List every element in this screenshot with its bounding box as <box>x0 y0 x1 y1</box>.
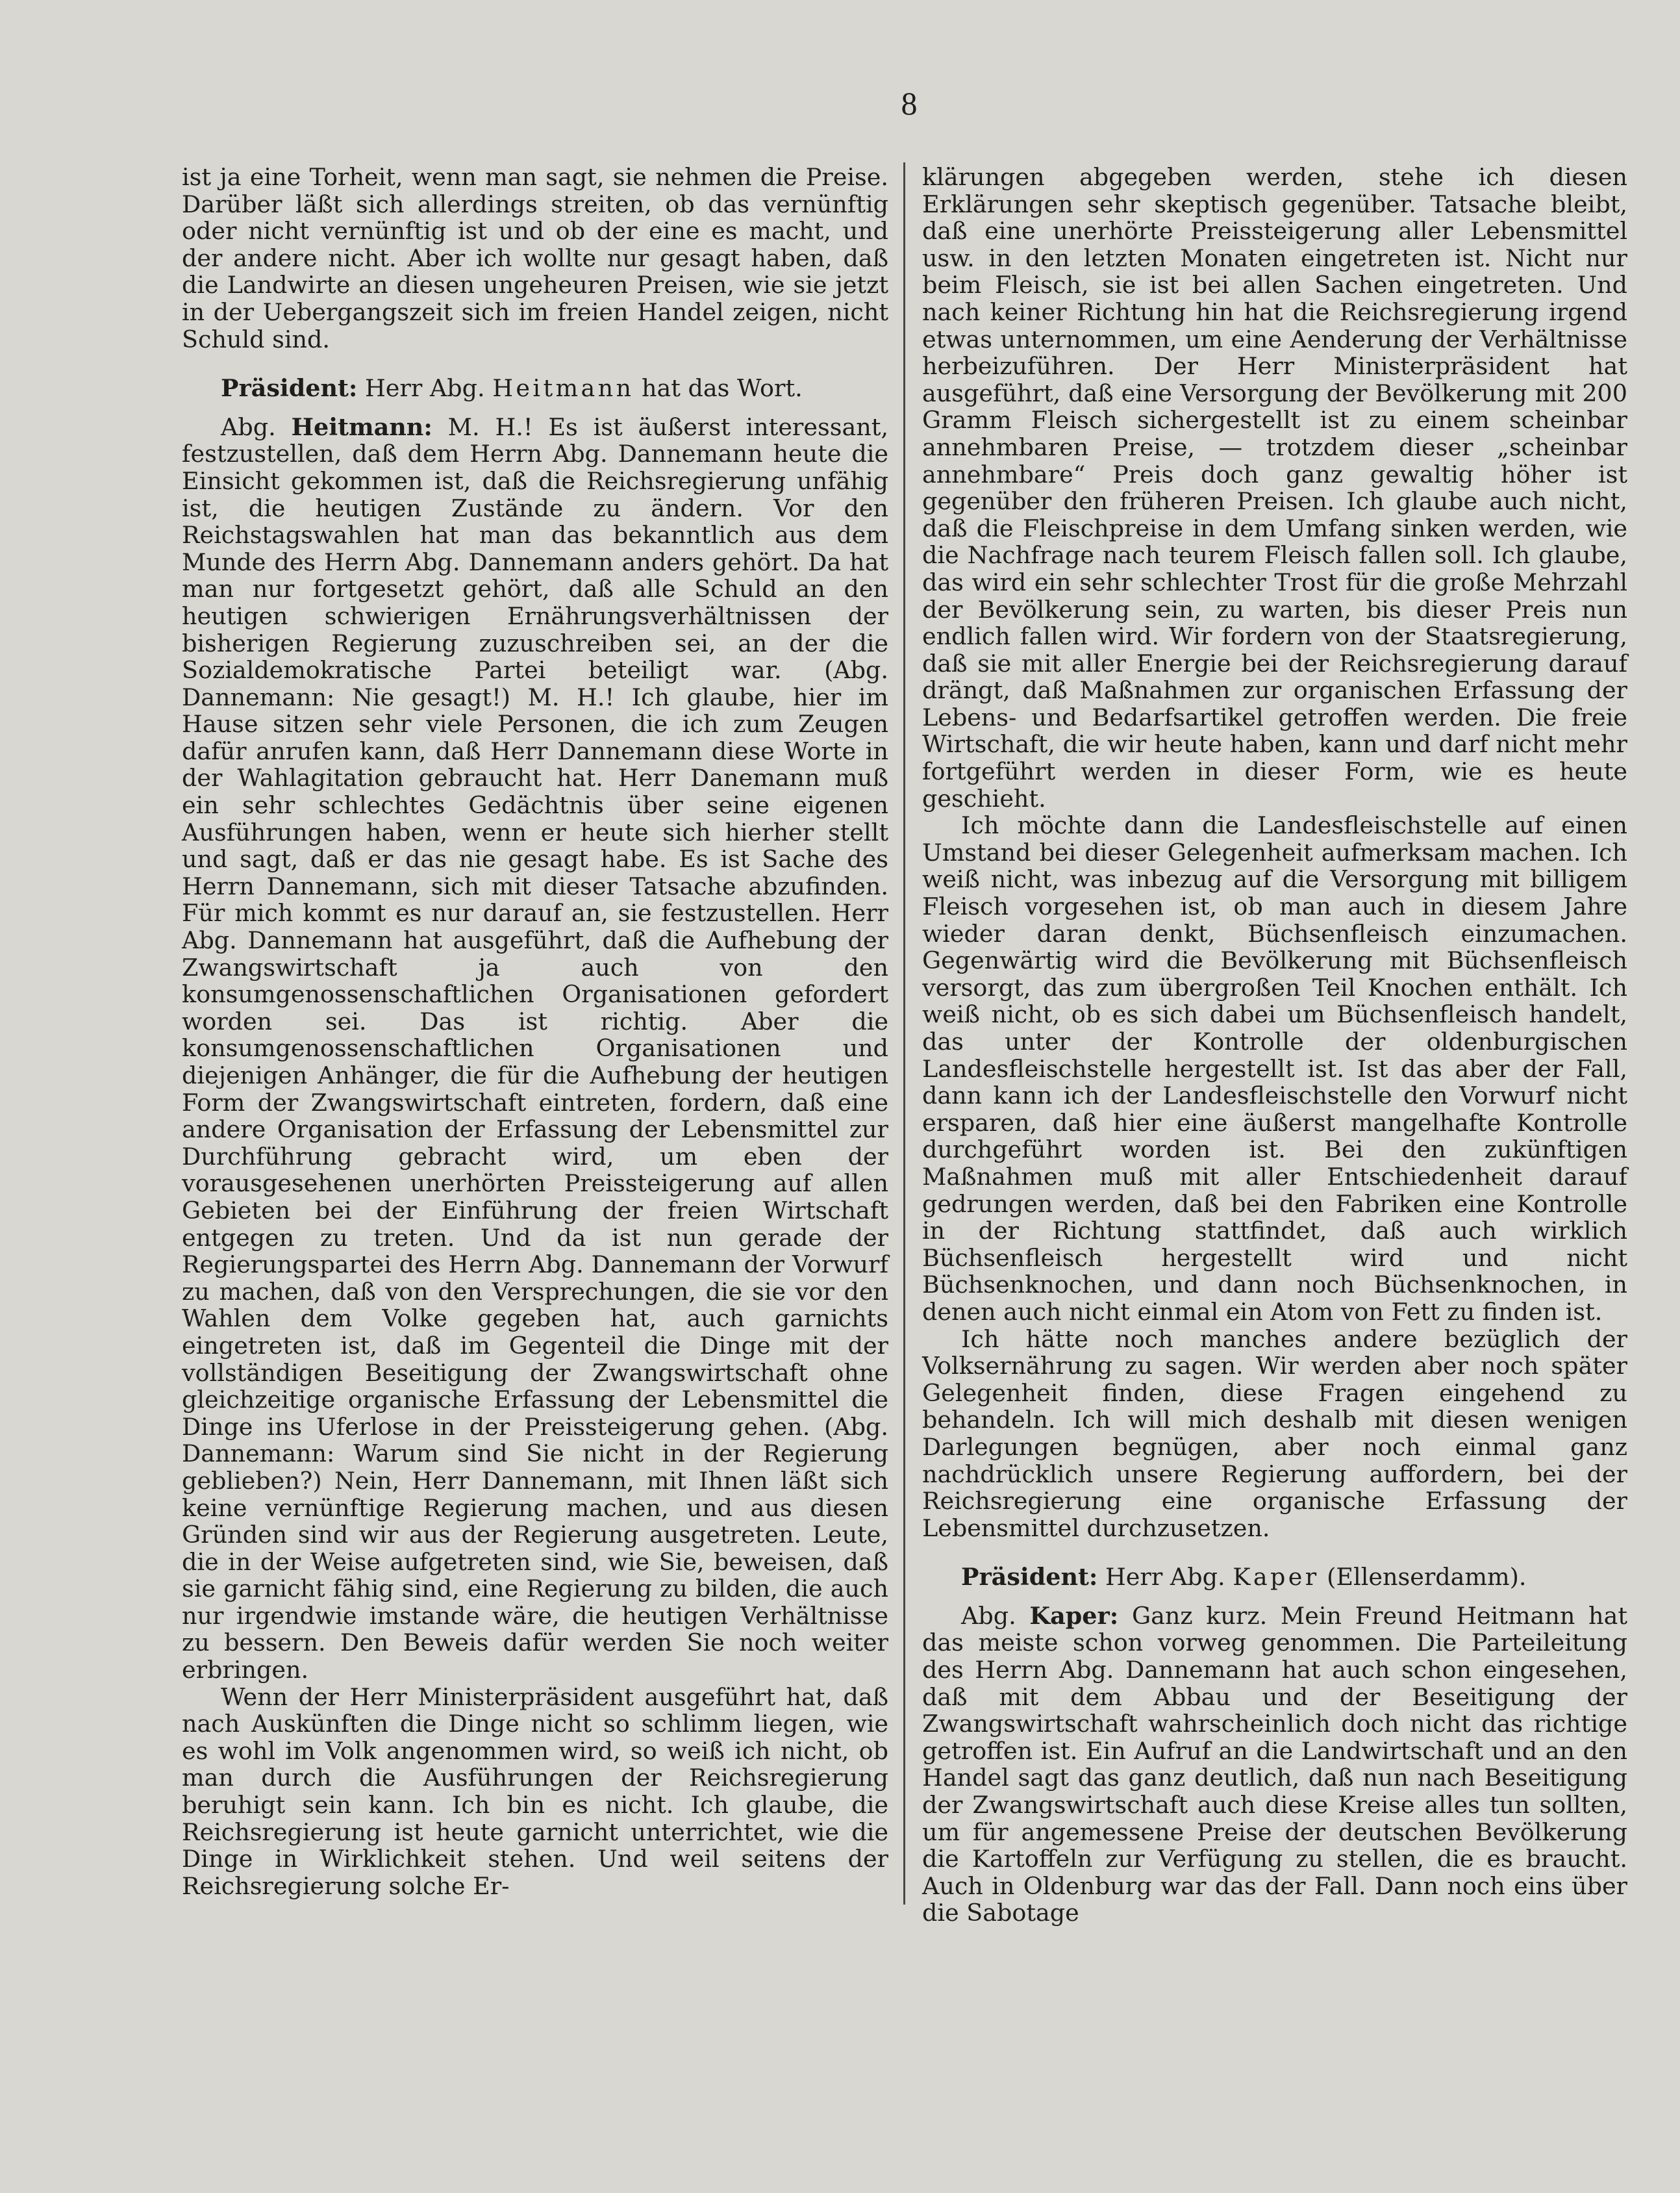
right-column <box>922 164 1627 1927</box>
paragraph: Wenn der Herr Ministerpräsident ausgeführt hat, daß nach Auskünften die Dinge nicht so schlimm liegen, wie es wohl im Volk angenommen wird, so weiß ich nicht, ob man durch die Ausführungen der Reichsregierung beruhigt sein kann. Ich bin es nicht. Ich glaube, die Reichsregierung ist heute garnicht unterrichtet, wie die Dinge in Wirklichkeit stehen. Und weil seitens der Reichsregierung solche Er- <box>182 1682 888 1900</box>
column-divider <box>903 162 905 1905</box>
speaker-name: Heitmann <box>492 374 634 403</box>
speech-prefix: Abg. <box>961 1601 1016 1630</box>
statement-text: Herr Abg. <box>364 374 485 403</box>
speech-heitmann <box>182 414 888 1684</box>
president-statement <box>922 1564 1627 1591</box>
spacer <box>922 1541 1627 1564</box>
speaker-label: Heitmann: <box>291 412 433 441</box>
page-number: 8 <box>901 85 918 121</box>
paragraph-continuation: ist ja eine Torheit, wenn man sagt, sie nehmen die Preise. Darüber läßt sich allerdings streiten, ob das vernünftig oder nicht vernünftig ist und ob der eine es macht, und der andere nicht. Aber ich wollte nur gesagt haben, daß die Landwirte an diesen ungeheuren Preisen, wie sie jetzt in der Uebergangszeit sich im freien Handel zeigen, nicht Schuld sind. <box>182 163 888 353</box>
statement-text: Herr Abg. <box>1105 1563 1225 1591</box>
speech-prefix: Abg. <box>221 412 276 441</box>
president-statement <box>182 375 888 402</box>
speaker-label: Präsident: <box>961 1563 1098 1591</box>
paragraph-continuation: klärungen abgegeben werden, stehe ich diesen Erklärungen sehr skeptisch gegenüber. Tatsache bleibt, daß eine unerhörte Preissteigerung aller Lebensmittel usw. in den letzten Monaten eingetreten ist. Nicht nur beim Fleisch, sie ist bei allen Sachen eingetreten. Und nach keiner Richtung hin hat die Reichsregierung irgend etwas unternommen, um eine Aenderung der Verhältnisse herbeizuführen. Der Herr Ministerpräsident hat ausgeführt, daß eine Versorgung der Bevölkerung mit 200 Gramm Fleisch sichergestellt ist zu einem scheinbar annehmbaren Preise, — trotzdem dieser „scheinbar annehmbare“ Preis doch ganz gewaltig höher ist gegenüber den früheren Preisen. Ich glaube auch nicht, daß die Fleischpreise in dem Umfang sinken werden, wie die Nachfrage nach teurem Fleisch fallen soll. Ich glaube, das wird ein sehr schlechter Trost für die große Mehrzahl der Bevölkerung sein, zu warten, bis dieser Preis nun endlich fallen wird. Wir fordern von der Staatsregierung, daß sie mit aller Energie bei der Reichsregierung darauf drängt, daß Maßnahmen zur organischen Erfassung der Lebens- und Bedarfsartikel getroffen werden. Die freie Wirtschaft, die wir heute haben, kann und darf nicht mehr fortgeführt werden in dieser Form, wie es heute geschieht. <box>922 163 1627 813</box>
paragraph: Ich hätte noch manches andere bezüglich der Volksernährung zu sagen. Wir werden aber noch später Gelegenheit finden, diese Fragen eingehend zu behandeln. Ich will mich deshalb mit diesen wenigen Darlegungen begnügen, aber noch einmal ganz nachdrücklich unsere Regierung auffordern, bei der Reichsregierung eine organische Erfassung der Lebensmittel durchzusetzen. <box>922 1325 1627 1542</box>
spacer <box>182 353 888 375</box>
speech-text: M. H.! Es ist äußerst interessant, festzustellen, daß dem Herrn Abg. Dannemann heute die Einsicht gekommen ist, daß die Reichsregierung unfähig ist, die heutigen Zustände zu ändern. Vor den Reichstagswahlen hat man das bekanntlich aus dem Munde des Herrn Abg. Dannemann anders gehört. Da hat man nur fortgesetzt gehört, daß alle Schuld an den heutigen schwierigen Ernährungsverhältnissen der bisherigen Regierung zuzuschreiben sei, an der die Sozialdemokratische Partei beteiligt war. (Abg. Dannemann: Nie gesagt!) M. H.! Ich glaube, hier im Hause sitzen sehr viele Personen, die ich zum Zeugen dafür anrufen kann, daß Herr Dannemann diese Worte in der Wahlagitation gebraucht hat. Herr Danemann muß ein sehr schlechtes Gedächtnis über seine eigenen Ausführungen haben, wenn er heute sich hierher stellt und sagt, daß er das nie gesagt habe. Es ist Sache des Herrn Dannemann, sich mit dieser Tatsache abzufinden. Für mich kommt es nur darauf an, sie festzustellen. Herr Abg. Dannemann hat ausgeführt, daß die Aufhebung der Zwangswirtschaft ja auch von den konsumgenossenschaftlichen Organisationen gefordert worden sei. Das ist richtig. Aber die konsumgenossenschaftlichen Organisationen und diejenigen Anhänger, die für die Aufhebung der heutigen Form der Zwangswirtschaft eintreten, fordern, daß eine andere Organisation der Erfassung der Lebensmittel zur Durchführung gebracht wird, um eben der vorausgesehenen unerhörten Preissteigerung auf allen Gebieten bei der Einführung der freien Wirtschaft entgegen zu treten. Und da ist nun gerade der Regierungspartei des Herrn Abg. Dannemann der Vorwurf zu machen, daß von den Versprechungen, die sie vor den Wahlen dem Volke gegeben hat, auch garnichts eingetreten ist, daß im Gegenteil die Dinge mit der vollständigen Beseitigung der Zwangswirtschaft ohne gleichzeitige organische Erfassung der Lebensmittel die Dinge ins Uferlose in der Preissteigerung gehen. (Abg. Dannemann: Warum sind Sie nicht in der Regierung geblieben?) Nein, Herr Dannemann, mit Ihnen läßt sich keine vernünftige Regierung machen, und aus diesen Gründen sind wir aus der Regierung ausgetreten. Leute, die in der Weise aufgetreten sind, wie Sie, beweisen, daß sie garnicht fähig sind, eine Regierung zu bilden, die auch nur irgendwie imstande wäre, die heutigen Verhältnisse zu bessern. Den Beweis dafür werden Sie noch weiter erbringen. <box>182 412 888 1684</box>
speaker-label: Kaper: <box>1029 1601 1119 1630</box>
speech-kaper <box>922 1603 1627 1927</box>
left-column <box>182 164 888 1899</box>
speech-text: Ganz kurz. Mein Freund Heitmann hat das meiste schon vorweg genommen. Die Parteileitung des Herrn Abg. Dannemann hat auch schon eingesehen, daß mit dem Abbau und der Beseitigung der Zwangswirtschaft wahrscheinlich doch nicht das richtige getroffen ist. Ein Aufruf an die Landwirtschaft und an den Handel sagt das ganz deutlich, daß nun nach Beseitigung der Zwangswirtschaft auch diese Kreise alles tun sollten, um für angemessene Preise der deutschen Bevölkerung die Kartoffeln zur Verfügung zu stellen, die es braucht. Auch in Oldenburg war das der Fall. Dann noch eins über die Sabotage <box>922 1601 1627 1927</box>
spacer <box>922 1591 1627 1603</box>
paragraph: Ich möchte dann die Landesfleischstelle auf einen Umstand bei dieser Gelegenheit aufmerksam machen. Ich weiß nicht, was inbezug auf die Versorgung mit billigem Fleisch vorgesehen ist, ob man auch in diesem Jahre wieder daran denkt, Büchsenfleisch einzumachen. Gegenwärtig wird die Bevölkerung mit Büchsenfleisch versorgt, das zum übergroßen Teil Knochen enthält. Ich weiß nicht, ob es sich dabei um Büchsenfleisch handelt, das unter der Kontrolle der oldenburgischen Landesfleischstelle hergestellt ist. Ist das aber der Fall, dann kann ich der Landesfleischstelle den Vorwurf nicht ersparen, daß hier eine äußerst mangelhafte Kontrolle durchgeführt worden ist. Bei den zukünftigen Maßnahmen muß mit aller Entschiedenheit darauf gedrungen werden, daß bei den Fabriken eine Kontrolle in der Richtung stattfindet, daß auch wirklich Büchsenfleisch hergestellt wird und nicht Büchsenknochen, und dann noch Büchsenknochen, in denen auch nicht einmal ein Atom von Fett zu finden ist. <box>922 811 1627 1326</box>
spacer <box>182 402 888 414</box>
statement-text: (Ellenserdamm). <box>1327 1563 1527 1591</box>
statement-text: hat das Wort. <box>642 374 803 403</box>
speaker-name: Kaper <box>1233 1563 1320 1591</box>
speaker-label: Präsident: <box>221 374 358 403</box>
